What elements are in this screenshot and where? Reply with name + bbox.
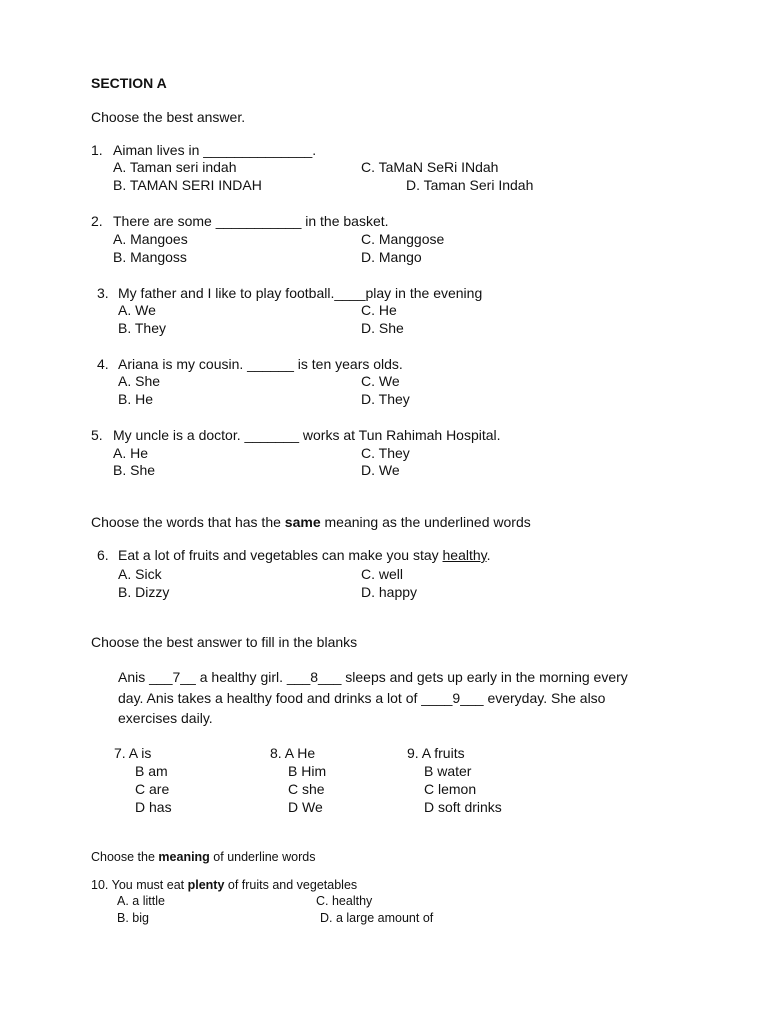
q3-option-d: D. She xyxy=(361,320,404,336)
q3-option-a: A. We xyxy=(118,302,156,318)
q7-option-d: D has xyxy=(135,799,172,815)
q2-option-a: A. Mangoes xyxy=(113,231,188,247)
instruction-meaning xyxy=(91,849,315,865)
q4-stem: Ariana is my cousin. ______ is ten years olds. xyxy=(118,356,403,372)
q10-stem-post: of fruits and vegetables xyxy=(224,878,358,892)
q10-stem-pre: 10. You must eat xyxy=(91,878,188,892)
q3-stem: My father and I like to play football.____play in the evening xyxy=(118,285,483,301)
instruction-same-meaning-pre: Choose the words that has the xyxy=(91,514,285,530)
q2-option-b: B. Mangoss xyxy=(113,249,187,265)
q9-option-c: C lemon xyxy=(424,781,477,797)
instruction-same-meaning-bold: same xyxy=(284,514,321,530)
q8-option-b: B Him xyxy=(288,763,327,779)
instruction-meaning-pre: Choose the xyxy=(91,850,159,864)
q10-option-c: C. healthy xyxy=(316,894,373,908)
q10-bold-word: plenty xyxy=(187,878,225,892)
q3-option-c: C. He xyxy=(361,302,397,318)
instruction-meaning-post: of underline words xyxy=(209,850,316,864)
q10-stem xyxy=(91,877,357,893)
q6-stem-post: . xyxy=(486,547,491,563)
q8-option-a: 8. A He xyxy=(270,745,316,761)
q6-option-c: C. well xyxy=(361,566,404,582)
q7-option-a: 7. A is xyxy=(114,745,152,761)
q1-option-d: D. Taman Seri Indah xyxy=(406,177,534,193)
q7-option-c: C are xyxy=(135,781,170,797)
q1-option-b: B. TAMAN SERI INDAH xyxy=(113,177,262,193)
instruction-best-answer: Choose the best answer. xyxy=(91,109,246,125)
q10-option-a: A. a little xyxy=(117,894,165,908)
q5-option-d: D. We xyxy=(361,462,400,478)
q6-option-a: A. Sick xyxy=(118,566,162,582)
q8-option-c: C she xyxy=(288,781,325,797)
q4-number: 4. xyxy=(97,356,109,372)
q5-option-c: C. They xyxy=(361,445,410,461)
q1-option-a: A. Taman seri indah xyxy=(113,159,237,175)
q9-option-a: 9. A fruits xyxy=(407,745,465,761)
instruction-same-meaning xyxy=(91,514,531,531)
q5-stem: My uncle is a doctor. _______ works at Tun Rahimah Hospital. xyxy=(113,427,501,443)
q10-option-b: B. big xyxy=(117,911,149,925)
q3-number: 3. xyxy=(97,285,109,301)
q8-option-d: D We xyxy=(288,799,323,815)
section-title: SECTION A xyxy=(91,75,167,91)
q5-number: 5. xyxy=(91,427,103,443)
q2-stem: There are some ___________ in the basket. xyxy=(113,213,389,229)
passage-line-3: exercises daily. xyxy=(118,710,213,726)
q4-option-c: C. We xyxy=(361,373,400,389)
q1-number: 1. xyxy=(91,142,103,158)
q4-option-b: B. He xyxy=(118,391,154,407)
instruction-meaning-bold: meaning xyxy=(158,850,210,864)
cloze-passage xyxy=(118,667,678,729)
q6-option-b: B. Dizzy xyxy=(118,584,170,600)
q4-option-d: D. They xyxy=(361,391,410,407)
q5-option-a: A. He xyxy=(113,445,149,461)
q9-option-d: D soft drinks xyxy=(424,799,502,815)
q6-underlined-word: healthy xyxy=(442,547,487,563)
q1-stem: Aiman lives in ______________. xyxy=(113,142,317,158)
q6-stem xyxy=(118,547,491,564)
q9-option-b: B water xyxy=(424,763,472,779)
instruction-fill-blanks: Choose the best answer to fill in the blanks xyxy=(91,634,358,650)
q2-option-d: D. Mango xyxy=(361,249,422,265)
q3-option-b: B. They xyxy=(118,320,166,336)
q2-number: 2. xyxy=(91,213,103,229)
q1-option-c: C. TaMaN SeRi INdah xyxy=(361,159,499,175)
passage-line-1: Anis ___7__ a healthy girl. ___8___ sleeps and gets up early in the morning every xyxy=(118,669,628,685)
q6-option-d: D. happy xyxy=(361,584,418,600)
q5-option-b: B. She xyxy=(113,462,156,478)
q10-option-d: D. a large amount of xyxy=(320,911,434,925)
q7-option-b: B am xyxy=(135,763,168,779)
passage-line-2: day. Anis takes a healthy food and drinks a lot of ____9___ everyday. She also xyxy=(118,689,606,706)
q6-stem-pre: Eat a lot of fruits and vegetables can make you stay xyxy=(118,547,443,563)
q6-number: 6. xyxy=(97,547,109,563)
q4-option-a: A. She xyxy=(118,373,161,389)
q2-option-c: C. Manggose xyxy=(361,231,445,247)
instruction-same-meaning-post: meaning as the underlined words xyxy=(320,514,531,530)
